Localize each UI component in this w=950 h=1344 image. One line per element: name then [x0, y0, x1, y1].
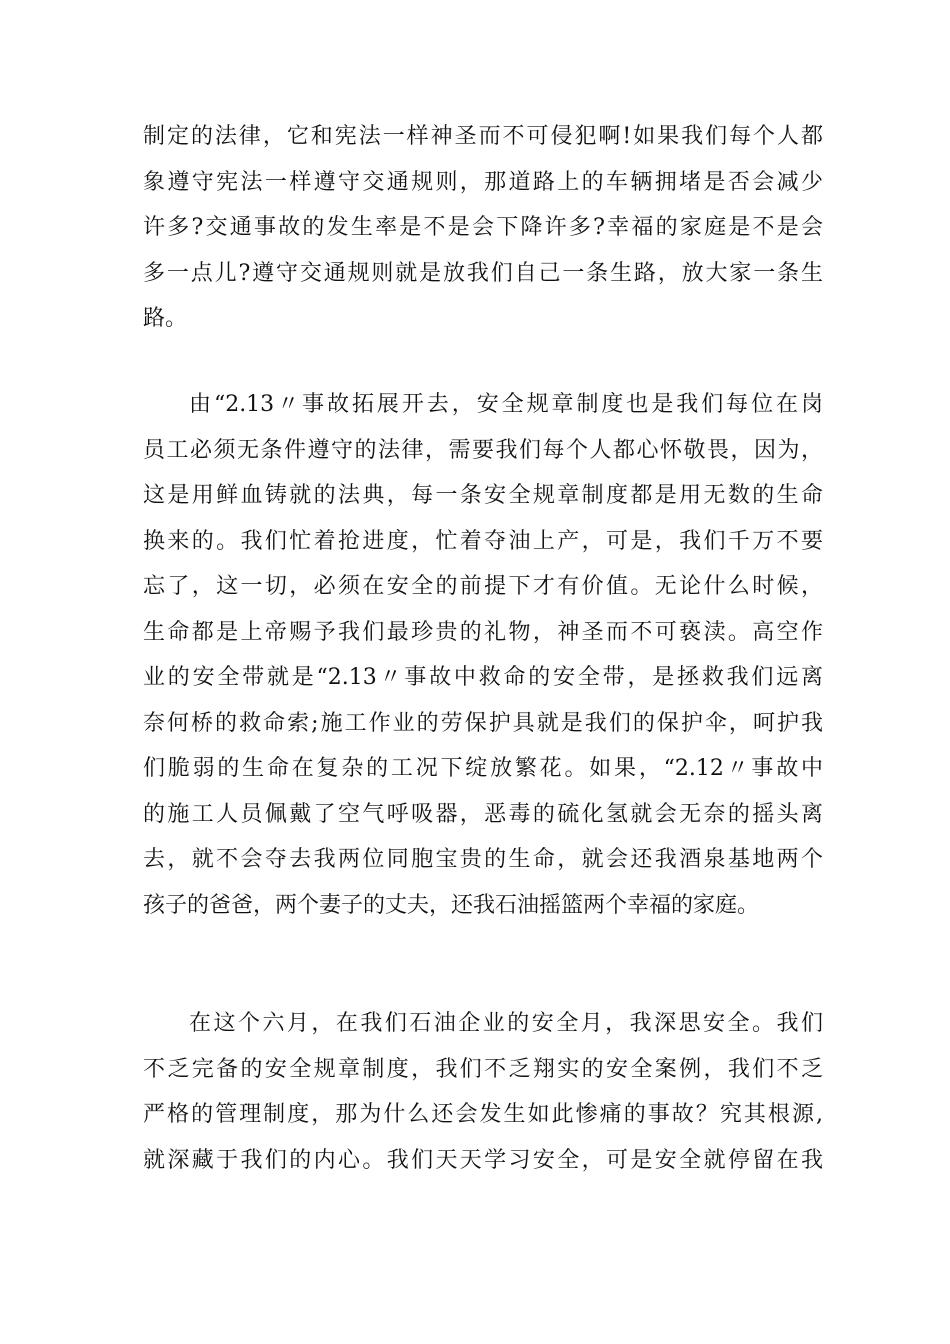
text-line: 生命都是上帝赐予我们最珍贵的礼物，神圣而不可亵渎。高空作 — [143, 619, 823, 645]
text-line: 们脆弱的生命在复杂的工况下绽放繁花。如果，“2.12〃事故中 — [143, 756, 823, 781]
text-line: 不乏完备的安全规章制度，我们不乏翔实的安全案例，我们不乏 — [143, 1056, 823, 1082]
text-line: 孩子的爸爸，两个妻子的丈夫，还我石油摇篮两个幸福的家庭。 — [143, 892, 760, 918]
paragraph-1 — [143, 114, 823, 342]
text-line: 制定的法律，它和宪法一样神圣而不可侵犯啊!如果我们每个人都 — [143, 124, 823, 149]
text-line: 这是用鲜血铸就的法典，每一条安全规章制度都是用无数的生命 — [143, 483, 823, 508]
text-line: 忘了，这一切，必须在安全的前提下才有价值。无论什么时候， — [143, 574, 823, 599]
text-line: 员工必须无条件遵守的法律，需要我们每个人都心怀敬畏，因为， — [143, 437, 823, 463]
text-line: 象遵守宪法一样遵守交通规则，那道路上的车辆拥堵是否会减少 — [143, 169, 823, 195]
text-line: 多一点儿?遵守交通规则就是放我们自己一条生路，放大家一条生 — [143, 260, 823, 286]
paragraph-3 — [143, 1001, 823, 1183]
text-line: 去，就不会夺去我两位同胞宝贵的生命，就会还我酒泉基地两个 — [143, 847, 823, 872]
text-line: 严格的管理制度，那为什么还会发生如此惨痛的事故？究其根源, — [143, 1102, 823, 1127]
text-line: 的施工人员佩戴了空气呼吸器，恶毒的硫化氢就会无奈的摇头离 — [143, 801, 823, 827]
text-line: 业的安全带就是“2.13〃事故中救命的安全带，是拯救我们远离 — [143, 665, 823, 690]
text-line: 就深藏于我们的内心。我们天天学习安全，可是安全就停留在我 — [143, 1147, 823, 1173]
text-line: 由“2.13〃事故拓展开去，安全规章制度也是我们每位在岗 — [189, 392, 823, 417]
text-line: 在这个六月，在我们石油企业的安全月，我深思安全。我们 — [189, 1011, 823, 1036]
text-line: 许多?交通事故的发生率是不是会下降许多?幸福的家庭是不是会 — [143, 215, 823, 240]
text-line: 路。 — [143, 306, 188, 331]
text-line: 换来的。我们忙着抢进度，忙着夺油上产，可是，我们千万不要 — [143, 528, 823, 554]
paragraph-2 — [143, 382, 823, 928]
text-line: 奈何桥的救命索;施工作业的劳保护具就是我们的保护伞，呵护我 — [143, 710, 823, 736]
